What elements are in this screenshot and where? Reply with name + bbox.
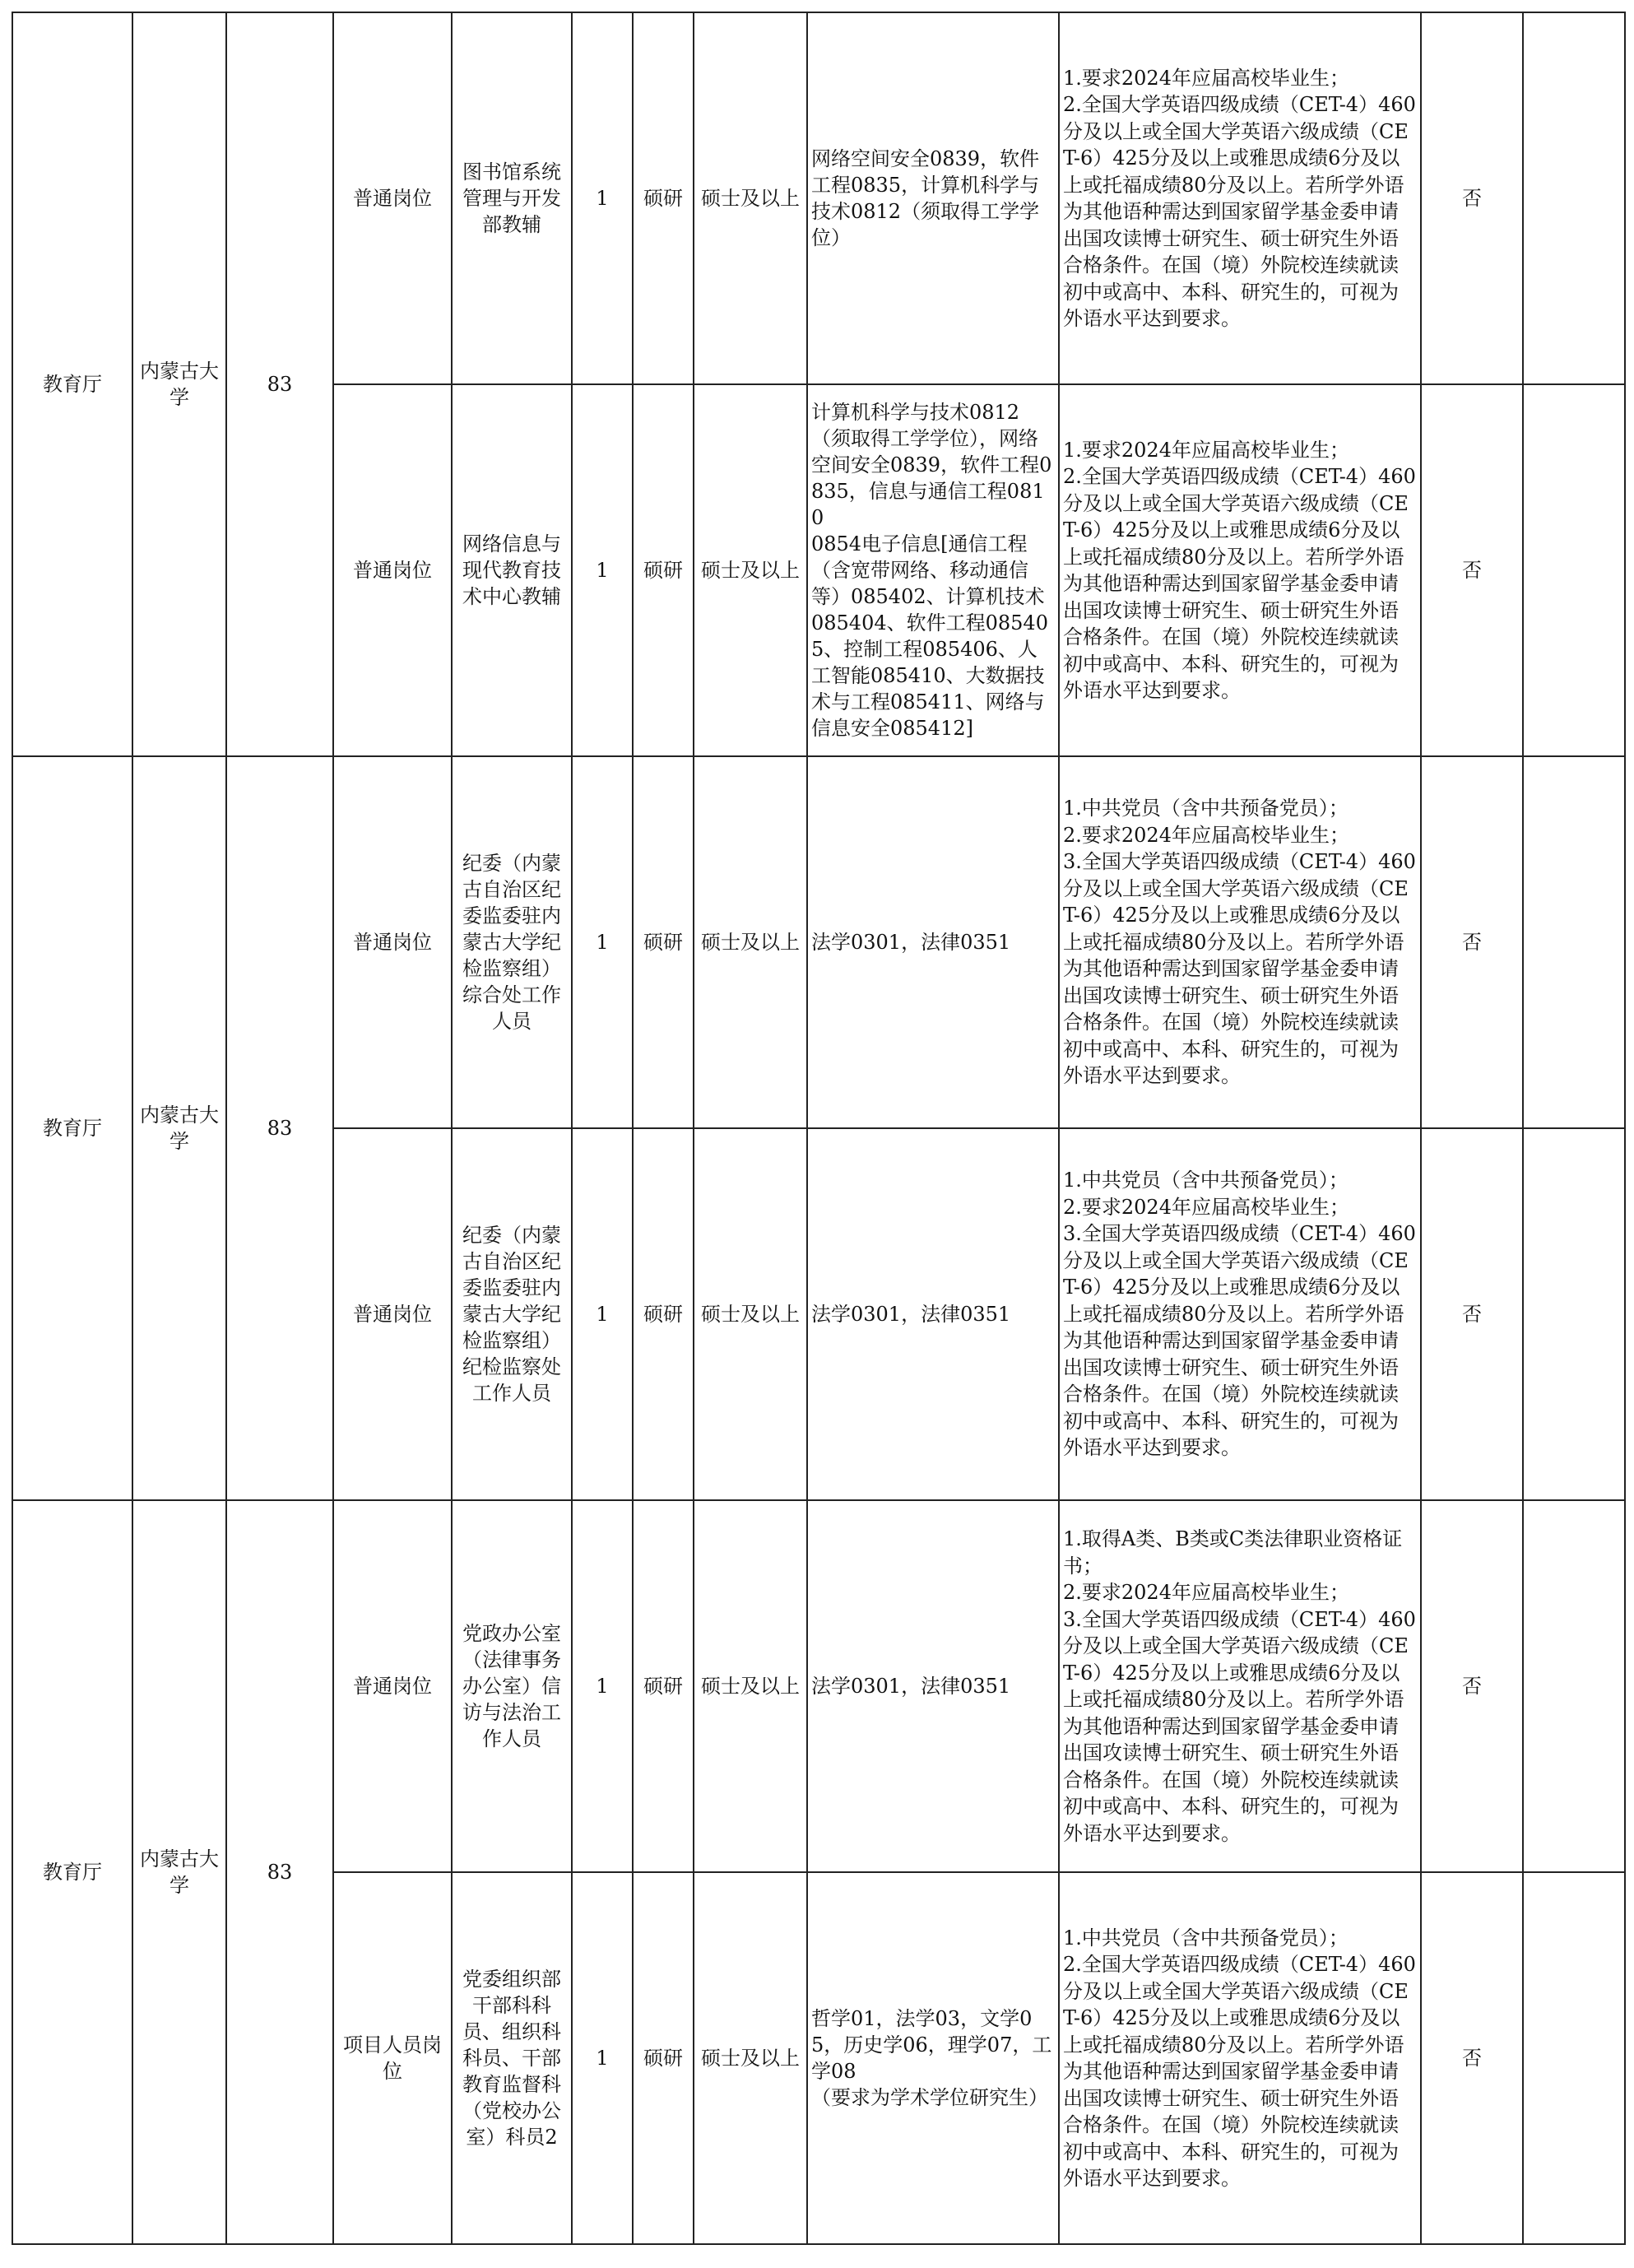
- requirements-cell: [1059, 384, 1421, 756]
- requirement-item: 2.要求2024年应届高校毕业生；: [1063, 823, 1349, 847]
- flag-cell: 否: [1421, 756, 1523, 1128]
- post-type-cell: 项目人员岗位: [333, 1872, 452, 2244]
- dept-cell: 教育厅: [12, 12, 132, 756]
- requirement-item: 1.要求2024年应届高校毕业生；: [1063, 66, 1349, 90]
- remark-cell: [1523, 12, 1625, 384]
- remark-cell: [1523, 1128, 1625, 1500]
- requirement-item: 1.中共党员（含中共预备党员）；: [1063, 1926, 1349, 1950]
- major-cell: 法学0301，法律0351: [807, 1500, 1059, 1872]
- remark-cell: [1523, 756, 1625, 1128]
- post-name-cell: 网络信息与现代教育技术中心教辅: [452, 384, 572, 756]
- degree-cell: 硕士及以上: [694, 1128, 807, 1500]
- requirements-cell: [1059, 1872, 1421, 2244]
- exam-cell: 硕研: [633, 1500, 694, 1872]
- unit-code-cell: 83: [226, 12, 333, 756]
- degree-cell: 硕士及以上: [694, 756, 807, 1128]
- unit-code-cell: 83: [226, 756, 333, 1500]
- degree-cell: 硕士及以上: [694, 12, 807, 384]
- unit-cell: 内蒙古大学: [132, 12, 226, 756]
- remark-cell: [1523, 1500, 1625, 1872]
- recruitment-table: [12, 12, 1626, 2245]
- unit-code-cell: 83: [226, 1500, 333, 2244]
- hire-count-cell: 1: [572, 1500, 633, 1872]
- exam-cell: 硕研: [633, 756, 694, 1128]
- exam-cell: 硕研: [633, 1128, 694, 1500]
- hire-count-cell: 1: [572, 384, 633, 756]
- hire-count-cell: 1: [572, 1872, 633, 2244]
- exam-cell: 硕研: [633, 12, 694, 384]
- major-cell: 网络空间安全0839，软件工程0835，计算机科学与技术0812（须取得工学学位）: [807, 12, 1059, 384]
- degree-cell: 硕士及以上: [694, 1872, 807, 2244]
- table-row: [12, 12, 1625, 384]
- flag-cell: 否: [1421, 384, 1523, 756]
- requirement-item: 1.要求2024年应届高校毕业生；: [1063, 438, 1349, 462]
- dept-cell: 教育厅: [12, 1500, 132, 2244]
- post-name-cell: 党委组织部干部科科员、组织科科员、干部教育监督科（党校办公室）科员2: [452, 1872, 572, 2244]
- remark-cell: [1523, 384, 1625, 756]
- flag-cell: 否: [1421, 1500, 1523, 1872]
- requirement-item: 3.全国大学英语四级成绩（CET-4）460分及以上或全国大学英语六级成绩（CET-6）425分及以上或雅思成绩6分及以上或托福成绩80分及以上。若所学外语为其他语种需达到国家留学基金委申请出国攻读博士研究生、硕士研究生外语合格条件。在国（境）外院校连续就读初中或高中、本科、研究生的，可视为外语水平达到要求。: [1063, 850, 1416, 1088]
- requirement-item: 2.全国大学英语四级成绩（CET-4）460分及以上或全国大学英语六级成绩（CET-6）425分及以上或雅思成绩6分及以上或托福成绩80分及以上。若所学外语为其他语种需达到国家留学基金委申请出国攻读博士研究生、硕士研究生外语合格条件。在国（境）外院校连续就读初中或高中、本科、研究生的，可视为外语水平达到要求。: [1063, 93, 1416, 330]
- post-name-cell: 图书馆系统管理与开发部教辅: [452, 12, 572, 384]
- flag-cell: 否: [1421, 12, 1523, 384]
- post-type-cell: 普通岗位: [333, 1128, 452, 1500]
- requirement-item: 2.全国大学英语四级成绩（CET-4）460分及以上或全国大学英语六级成绩（CET-6）425分及以上或雅思成绩6分及以上或托福成绩80分及以上。若所学外语为其他语种需达到国家留学基金委申请出国攻读博士研究生、硕士研究生外语合格条件。在国（境）外院校连续就读初中或高中、本科、研究生的，可视为外语水平达到要求。: [1063, 1953, 1416, 2190]
- degree-cell: 硕士及以上: [694, 1500, 807, 1872]
- post-name-cell: 纪委（内蒙古自治区纪委监委驻内蒙古大学纪检监察组）综合处工作人员: [452, 756, 572, 1128]
- table-row: [12, 756, 1625, 1128]
- requirements-cell: [1059, 756, 1421, 1128]
- hire-count-cell: 1: [572, 756, 633, 1128]
- flag-cell: 否: [1421, 1128, 1523, 1500]
- requirement-item: 3.全国大学英语四级成绩（CET-4）460分及以上或全国大学英语六级成绩（CET-6）425分及以上或雅思成绩6分及以上或托福成绩80分及以上。若所学外语为其他语种需达到国家留学基金委申请出国攻读博士研究生、硕士研究生外语合格条件。在国（境）外院校连续就读初中或高中、本科、研究生的，可视为外语水平达到要求。: [1063, 1222, 1416, 1460]
- requirement-item: 1.取得A类、B类或C类法律职业资格证书；: [1063, 1527, 1403, 1578]
- requirements-cell: [1059, 12, 1421, 384]
- requirement-item: 2.要求2024年应届高校毕业生；: [1063, 1195, 1349, 1219]
- exam-cell: 硕研: [633, 384, 694, 756]
- flag-cell: 否: [1421, 1872, 1523, 2244]
- post-name-cell: 纪委（内蒙古自治区纪委监委驻内蒙古大学纪检监察组）纪检监察处工作人员: [452, 1128, 572, 1500]
- requirement-item: 2.全国大学英语四级成绩（CET-4）460分及以上或全国大学英语六级成绩（CET-6）425分及以上或雅思成绩6分及以上或托福成绩80分及以上。若所学外语为其他语种需达到国家留学基金委申请出国攻读博士研究生、硕士研究生外语合格条件。在国（境）外院校连续就读初中或高中、本科、研究生的，可视为外语水平达到要求。: [1063, 465, 1416, 702]
- hire-count-cell: 1: [572, 1128, 633, 1500]
- post-type-cell: 普通岗位: [333, 1500, 452, 1872]
- major-cell: 法学0301，法律0351: [807, 756, 1059, 1128]
- requirement-item: 3.全国大学英语四级成绩（CET-4）460分及以上或全国大学英语六级成绩（CET-6）425分及以上或雅思成绩6分及以上或托福成绩80分及以上。若所学外语为其他语种需达到国家留学基金委申请出国攻读博士研究生、硕士研究生外语合格条件。在国（境）外院校连续就读初中或高中、本科、研究生的，可视为外语水平达到要求。: [1063, 1607, 1416, 1845]
- requirement-item: 2.要求2024年应届高校毕业生；: [1063, 1581, 1349, 1604]
- post-type-cell: 普通岗位: [333, 756, 452, 1128]
- unit-cell: 内蒙古大学: [132, 756, 226, 1500]
- exam-cell: 硕研: [633, 1872, 694, 2244]
- remark-cell: [1523, 1872, 1625, 2244]
- dept-cell: 教育厅: [12, 756, 132, 1500]
- major-cell: 法学0301，法律0351: [807, 1128, 1059, 1500]
- hire-count-cell: 1: [572, 12, 633, 384]
- requirement-item: 1.中共党员（含中共预备党员）；: [1063, 1169, 1349, 1192]
- degree-cell: 硕士及以上: [694, 384, 807, 756]
- post-type-cell: 普通岗位: [333, 384, 452, 756]
- unit-cell: 内蒙古大学: [132, 1500, 226, 2244]
- major-cell: 哲学01，法学03，文学05，历史学06，理学07，工学08 （要求为学术学位研究生）: [807, 1872, 1059, 2244]
- post-name-cell: 党政办公室（法律事务办公室）信访与法治工作人员: [452, 1500, 572, 1872]
- major-cell: 计算机科学与技术0812（须取得工学学位），网络空间安全0839，软件工程0835，信息与通信工程0810 0854电子信息[通信工程（含宽带网络、移动通信等）085402、计算机技术085404、软件工程085405、控制工程085406、人工智能085410、大数据技术与工程085411、网络与信息安全085412]: [807, 384, 1059, 756]
- requirements-cell: [1059, 1128, 1421, 1500]
- requirements-cell: [1059, 1500, 1421, 1872]
- post-type-cell: 普通岗位: [333, 12, 452, 384]
- table-row: [12, 1500, 1625, 1872]
- requirement-item: 1.中共党员（含中共预备党员）；: [1063, 797, 1349, 820]
